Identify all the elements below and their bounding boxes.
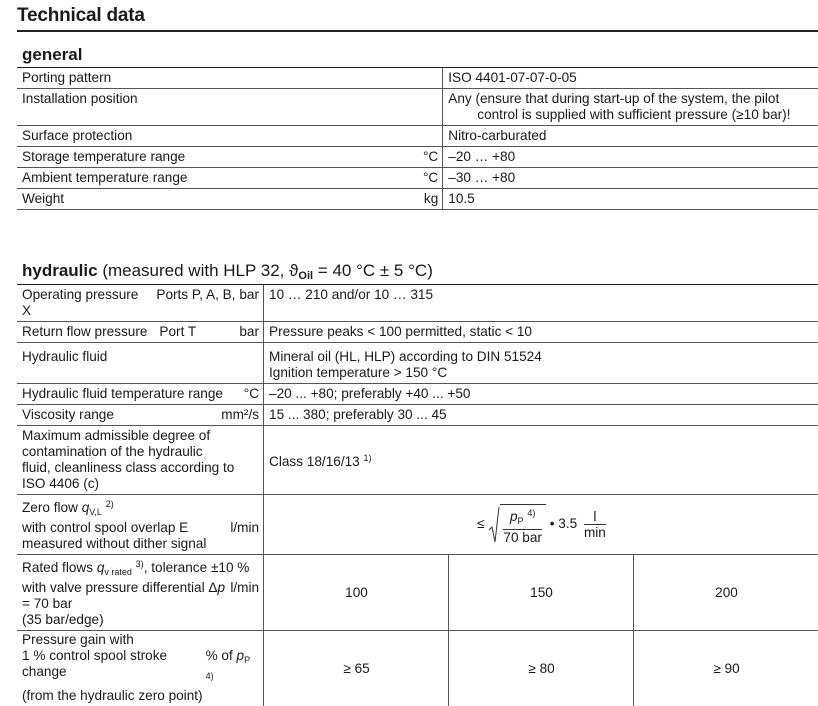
- table-row: [17, 631, 818, 706]
- zero-flow-formula: ≤ $\frac{p_P ^{4)}}{\text{70 bar}}$ • 3.5 $\frac{l}{\min}$: [477, 516, 606, 531]
- row-unit: % of $p_P$ $^{4)}$: [206, 648, 259, 688]
- row-label: Storage temperature range °C: [17, 147, 443, 168]
- table-row: [17, 189, 818, 210]
- row-value: ≥ 90: [634, 631, 818, 706]
- table-row: [17, 555, 818, 631]
- row-label: Hydraulic fluid: [17, 343, 264, 384]
- row-unit: °C: [423, 149, 438, 165]
- table-row: [17, 89, 818, 126]
- hydraulic-table: [17, 285, 818, 706]
- table-row: [17, 343, 818, 384]
- row-unit: mm²/s: [221, 407, 259, 423]
- row-label: Hydraulic fluid temperature range °C: [17, 384, 264, 405]
- row-value: 100: [264, 555, 449, 631]
- row-label: Return flow pressure Port T bar: [17, 322, 264, 343]
- row-value: Any (ensure that during start-up of the system, the pilot control is supplied with sufficient pressure (≥10 bar)!: [443, 89, 818, 126]
- technical-data-page: [17, 0, 818, 634]
- row-unit: bar: [239, 287, 259, 319]
- row-label: Maximum admissible degree of contamination of the hydraulic fluid, cleanliness class according to ISO 4406 (c): [17, 426, 264, 495]
- row-value: 10.5: [443, 189, 818, 210]
- row-value: ISO 4401-07-07-0-05: [443, 68, 818, 89]
- table-row: [17, 126, 818, 147]
- row-value: 150: [449, 555, 634, 631]
- section-general-heading: general: [22, 45, 82, 65]
- row-value: 10 … 210 and/or 10 … 315: [264, 285, 818, 322]
- row-unit: °C: [244, 386, 259, 402]
- sqrt-sign-icon: [488, 506, 500, 544]
- table-row: [17, 322, 818, 343]
- section-hydraulic-heading: hydraulic (measured with HLP 32, $ϑ_{Oil} = 40$ °C ± 5 °C): [22, 261, 433, 282]
- row-value: ≥ 65: [264, 631, 449, 706]
- row-value: Class 18/16/13 $^{1)}$: [264, 426, 818, 495]
- row-value: –20 … +80: [443, 147, 818, 168]
- row-unit: l/min: [230, 520, 259, 536]
- row-value: [264, 495, 818, 555]
- row-unit: bar: [239, 324, 259, 340]
- row-label: Viscosity range mm²/s: [17, 405, 264, 426]
- row-label: Porting pattern: [17, 68, 443, 89]
- table-row: [17, 426, 818, 495]
- title-divider: [17, 30, 818, 32]
- row-unit: °C: [423, 170, 438, 186]
- table-row: [17, 384, 818, 405]
- row-value: 15 ... 380; preferably 30 ... 45: [264, 405, 818, 426]
- row-value: 200: [634, 555, 818, 631]
- row-label: Installation position: [17, 89, 443, 126]
- row-value: Nitro-carburated: [443, 126, 818, 147]
- row-label: Ambient temperature range °C: [17, 168, 443, 189]
- table-row: [17, 405, 818, 426]
- row-unit: kg: [424, 191, 438, 207]
- row-label: Rated flows $q_{v rated}$ $^{3)}$, tolerance ±10 % with valve pressure differential Δp = 70 bar l/min (35 bar/edge): [17, 555, 264, 631]
- row-label: Surface protection: [17, 126, 443, 147]
- table-row: [17, 285, 818, 322]
- table-row: [17, 495, 818, 555]
- row-value: –30 … +80: [443, 168, 818, 189]
- row-label: Zero flow $q_{V,L}$ $^{2)}$ with control spool overlap E l/min measured without dither signal: [17, 495, 264, 555]
- row-value: ≥ 80: [449, 631, 634, 706]
- page-title: Technical data: [17, 5, 145, 27]
- row-label: Weight kg: [17, 189, 443, 210]
- general-table: [17, 68, 818, 210]
- table-row: [17, 68, 818, 89]
- table-row: [17, 168, 818, 189]
- row-label: Pressure gain with 1 % control spool stroke change % of $p_P$ $^{4)}$ (from the hydraulic zero point): [17, 631, 264, 706]
- row-value: –20 ... +80; preferably +40 ... +50: [264, 384, 818, 405]
- row-unit: l/min: [230, 580, 259, 612]
- row-label: Operating pressure Ports P, A, B, X bar: [17, 285, 264, 322]
- table-row: [17, 147, 818, 168]
- row-value: Pressure peaks < 100 permitted, static < 10: [264, 322, 818, 343]
- row-value: Mineral oil (HL, HLP) according to DIN 51524 Ignition temperature > 150 °C: [264, 343, 818, 384]
